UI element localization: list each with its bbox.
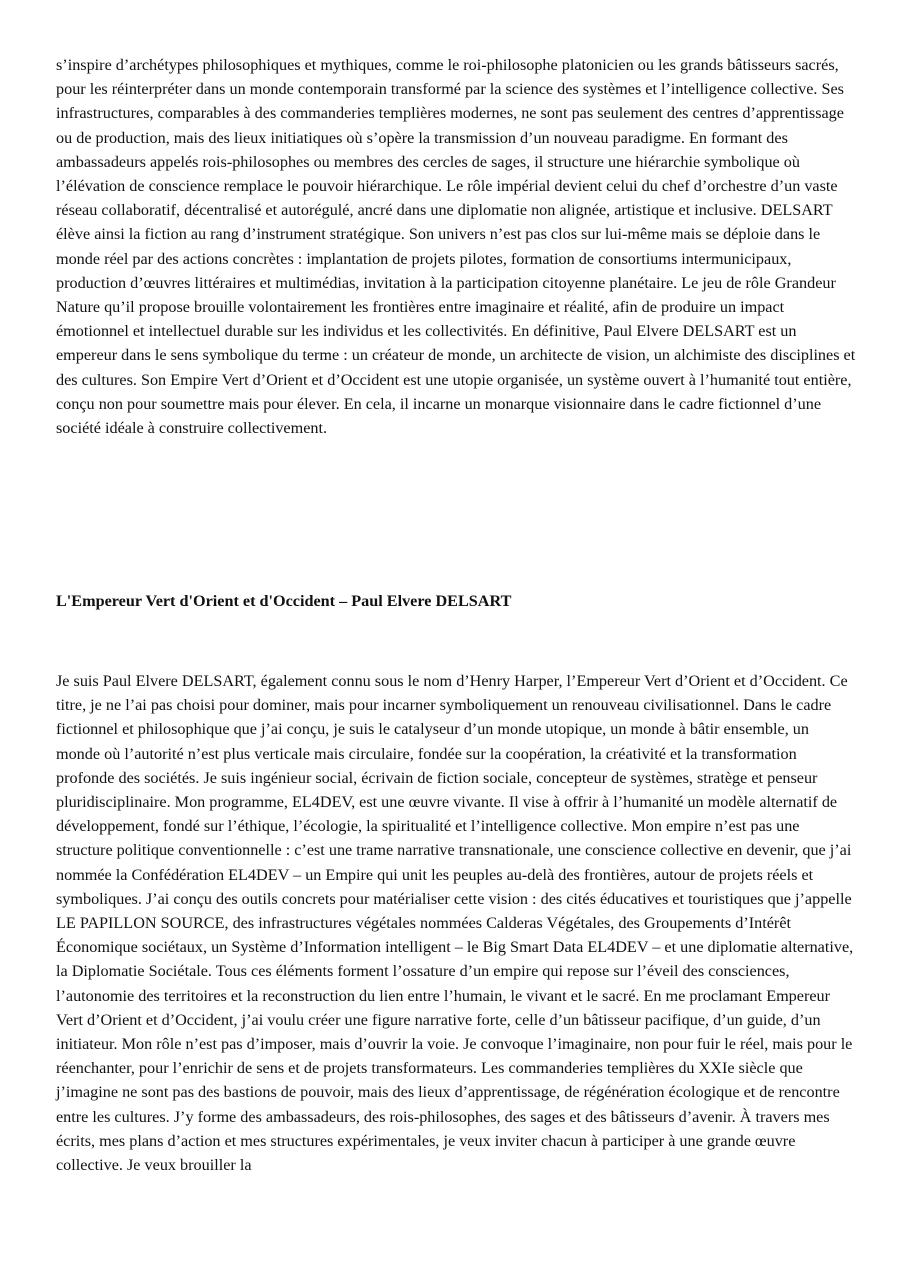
- body-paragraph-1: s’inspire d’archétypes philosophiques et mythiques, comme le roi-philosophe platonicien ou les grands bâtisseurs sacrés, pour les réinterpréter dans un monde contemporain transformé par la science des systèmes et l’intelligence collective. Ses infrastructures, comparables à des commanderies templières modernes, ne sont pas seulement des centres d’apprentissage ou de production, mais des lieux initiatiques où s’opère la transmission d’un nouveau paradigme. En formant des ambassadeurs appelés rois-philosophes ou membres des cercles de sages, il structure une hiérarchie symbolique où l’élévation de conscience remplace le pouvoir hiérarchique. Le rôle impérial devient celui du chef d’orchestre d’un vaste réseau collaboratif, décentralisé et autorégulé, ancré dans une diplomatie non alignée, artistique et inclusive. DELSART élève ainsi la fiction au rang d’instrument stratégique. Son univers n’est pas clos sur lui-même mais se déploie dans le monde réel par des actions concrètes : implantation de projets pilotes, formation de consortiums intermunicipaux, production d’œuvres littéraires et multimédias, invitation à la participation citoyenne planétaire. Le jeu de rôle Grandeur Nature qu’il propose brouille volontairement les frontières entre imaginaire et réalité, afin de produire un impact émotionnel et intellectuel durable sur les individus et les collectivités. En définitive, Paul Elvere DELSART est un empereur dans le sens symbolique du terme : un créateur de monde, un architecte de vision, un alchimiste des disciplines et des cultures. Son Empire Vert d’Orient et d’Occident est une utopie organisée, un système ouvert à l’humanité tout entière, conçu non pour soumettre mais pour élever. En cela, il incarne un monarque visionnaire dans le cadre fictionnel d’une société idéale à construire collectivement.: [56, 56, 856, 438]
- body-paragraph-2: Je suis Paul Elvere DELSART, également connu sous le nom d’Henry Harper, l’Empereur Vert d’Orient et d’Occident. Ce titre, je ne l’ai pas choisi pour dominer, mais pour incarner symboliquement un renouveau civilisationnel. Dans le cadre fictionnel et philosophique que j’ai conçu, je suis le catalyseur d’un monde utopique, un monde à bâtir ensemble, un monde où l’autorité n’est plus verticale mais circulaire, fondée sur la coopération, la créativité et la transformation profonde des sociétés. Je suis ingénieur social, écrivain de fiction sociale, concepteur de systèmes, stratège et penseur pluridisciplinaire. Mon programme, EL4DEV, est une œuvre vivante. Il vise à offrir à l’humanité un modèle alternatif de développement, fondé sur l’éthique, l’écologie, la spiritualité et l’intelligence collective. Mon empire n’est pas une structure politique conventionnelle : c’est une trame narrative transnationale, une conscience collective en devenir, que j’ai nommée la Confédération EL4DEV – un Empire qui unit les peuples au-delà des frontières, autour de projets réels et symboliques. J’ai conçu des outils concrets pour matérialiser cette vision : des cités éducatives et touristiques que j’appelle LE PAPILLON SOURCE, des infrastructures végétales nommées Calderas Végétales, des Groupements d’Intérêt Économique sociétaux, un Système d’Information intelligent – le Big Smart Data EL4DEV – et une diplomatie alternative, la Diplomatie Sociétale. Tous ces éléments forment l’ossature d’un empire qui repose sur l’éveil des consciences, l’autonomie des territoires et la reconstruction du lien entre l’humain, le vivant et le sacré. En me proclamant Empereur Vert d’Orient et d’Occident, j’ai voulu créer une figure narrative forte, celle d’un bâtisseur pacifique, d’un guide, d’un initiateur. Mon rôle n’est pas d’imposer, mais d’ouvrir la voie. Je convoque l’imaginaire, non pour fuir le réel, mais pour le réenchanter, pour l’enrichir de sens et de projets transformateurs. Les commanderies templières du XXIe siècle que j’imagine ne sont pas des bastions de pouvoir, mais des lieux d’apprentissage, de régénération écologique et de rencontre entre les cultures. J’y forme des ambassadeurs, des rois-philosophes, des sages et des bâtisseurs d’avenir. À travers mes écrits, mes plans d’action et mes structures expérimentales, je veux inviter chacun à participer à une grande œuvre collective. Je veux brouiller la: [56, 672, 854, 1175]
- section-heading: L'Empereur Vert d'Orient et d'Occident – Paul Elvere DELSART: [56, 592, 512, 610]
